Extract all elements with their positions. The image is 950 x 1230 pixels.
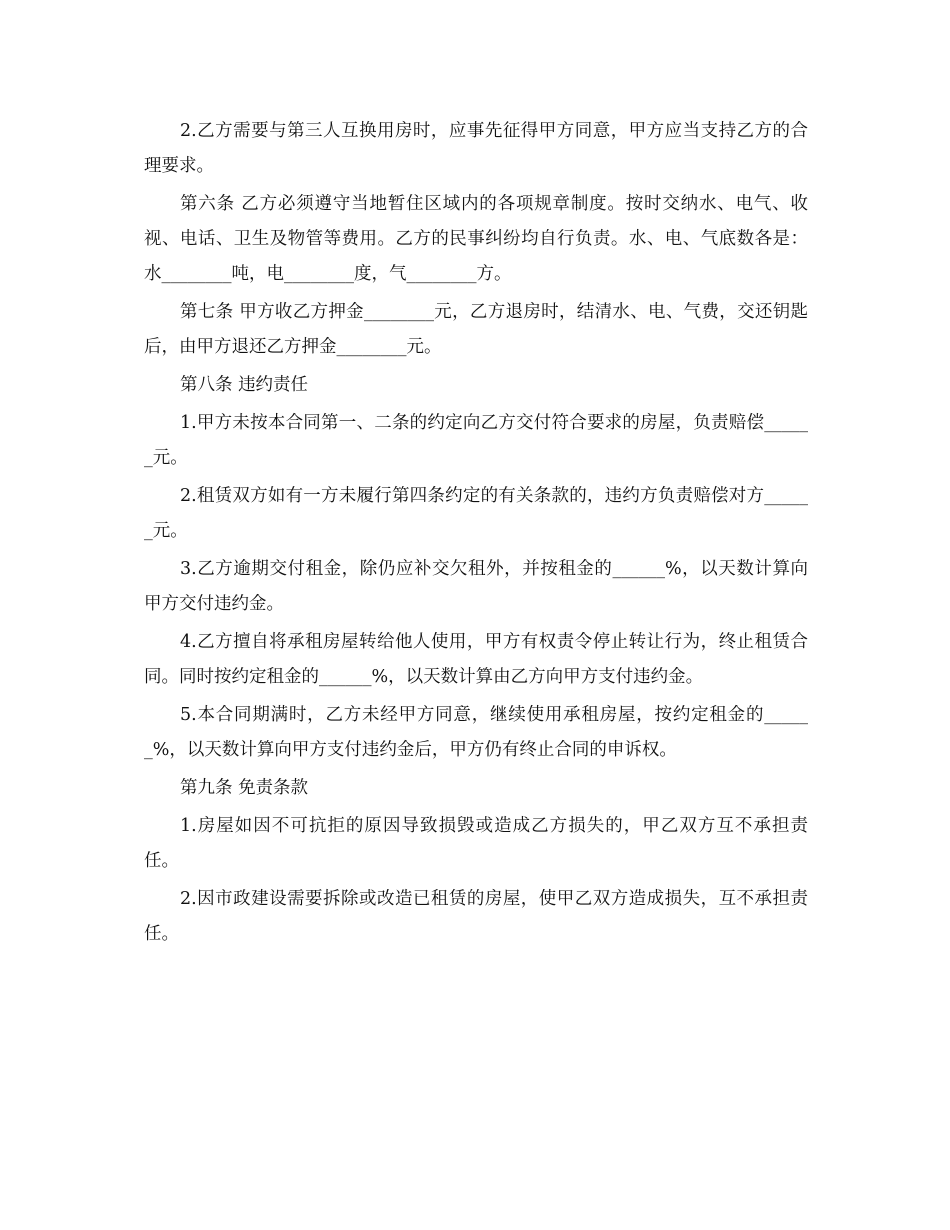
article-9-item-1: 1.房屋如因不可抗拒的原因导致损毁或造成乙方损失的，甲乙双方互不承担责任。 [144,816,808,871]
article-8-item-5: 5.本合同期满时，乙方未经甲方同意，继续使用承租房屋，按约定租金的______%，以天数计算向甲方支付违约金后，甲方仍有终止合同的申诉权。 [144,705,808,760]
paragraph-item-2-exchange: 2.乙方需要与第三人互换用房时，应事先征得甲方同意，甲方应当支持乙方的合理要求。 [144,121,808,176]
article-9-heading: 第九条 免责条款 [180,778,309,798]
article-8-item-1: 1.甲方未按本合同第一、二条的约定向乙方交付符合要求的房屋，负责赔偿______元。 [144,413,808,468]
article-9-item-2: 2.因市政建设需要拆除或改造已租赁的房屋，使甲乙双方造成损失，互不承担责任。 [144,889,808,944]
article-8-item-2: 2.租赁双方如有一方未履行第四条约定的有关条款的，违约方负责赔偿对方______元。 [144,486,808,541]
document-body [144,114,808,955]
article-8-item-4: 4.乙方擅自将承租房屋转给他人使用，甲方有权责令停止转让行为，终止租赁合同。同时按约定租金的______%，以天数计算由乙方向甲方支付违约金。 [144,632,808,687]
article-6-paragraph: 第六条 乙方必须遵守当地暂住区域内的各项规章制度。按时交纳水、电气、收视、电话、卫生及物管等费用。乙方的民事纠纷均自行负责。水、电、气底数各是：水________吨，电________度，气________方。 [144,194,808,284]
article-7-paragraph: 第七条 甲方收乙方押金________元，乙方退房时，结清水、电、气费，交还钥匙后，由甲方退还乙方押金________元。 [144,302,808,357]
article-8-item-3: 3.乙方逾期交付租金，除仍应补交欠租外，并按租金的______%，以天数计算向甲方交付违约金。 [144,559,808,614]
article-8-heading: 第八条 违约责任 [180,375,309,395]
